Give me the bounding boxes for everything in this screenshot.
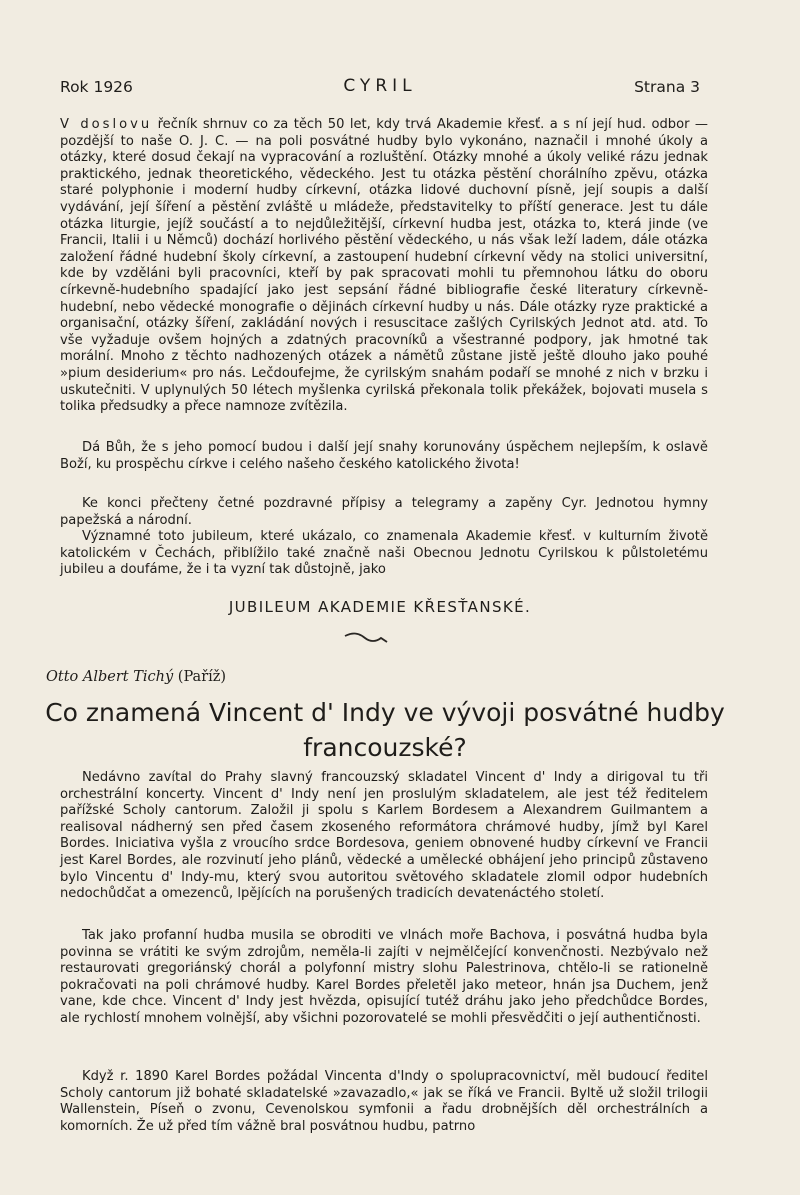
closing-report-paragraph bbox=[60, 117, 708, 416]
paragraph-text: Nedávno zavítal do Prahy slavný francouzský skladatel Vincent d' Indy a dirigoval tu tři orchestrální koncerty. Vincent d' Indy není jen proslulým skladatelem, ale jest též ředitelem pařížské Scholy cantorum. Založil ji spolu s Karlem Bordesem a Alexandrem Guilmantem a realisoval nádherný sen před časem zkoseného reformátora chrámové hudby, jímž byl Karel Bordes. Iniciativa vyšla z vroucího srdce Bordesova, geniem obnovené hudby církevní ve Francii jest Karel Bordes, ale rozvinutí jeho plánů, vědecké a umělecké obhájení jeho principů zůstaveno bylo Vincentu d' Indy-mu, který svou autoritou světového skladatele zlomil odpor hudebních nedochůdčat a omezenců, lpějících na porušených tradicích devatenáctého století. bbox=[60, 770, 708, 902]
paragraph-text: Tak jako profanní hudba musila se obroditi ve vlnách moře Bachova, i posvátná hudba byla povinna se vrátiti ke svým zdrojům, neměla-li zajíti v nejmělčející konvenčnosti. Nezbývalo než restaurovati gregoriánský chorál a polyfonní mistry slohu Palestrinova, chtělo-li se rationelně pokračovati na poli chrámové hudby. Karel Bordes přeletěl jako meteor, hnán jsa Duchem, jenž vane, kde chce. Vincent d' Indy jest hvězda, opisující tutéž dráhu jako jeho předchůdce Bordes, ale rychlostí mnohem volnější, aby všichni pozorovatelé se mohli přesvědčiti o její authentičnosti. bbox=[60, 928, 708, 1026]
jubilee-heading: JUBILEUM AKADEMIE KŘESŤANSKÉ. bbox=[228, 598, 532, 616]
article-title-line: Co znamená Vincent d' Indy ve vývoji posvátné hudby bbox=[45, 698, 725, 727]
running-header bbox=[60, 76, 700, 102]
intro-word: V doslovu bbox=[60, 117, 153, 132]
article-title-line: francouzské? bbox=[303, 733, 467, 762]
journal-title: CYRIL bbox=[343, 76, 417, 96]
article-title bbox=[30, 695, 740, 765]
article-byline bbox=[46, 669, 226, 685]
closing-notes bbox=[60, 496, 708, 579]
header-year: Rok 1926 bbox=[60, 78, 133, 96]
paragraph-text: Dá Bůh, že s jeho pomocí budou i další její snahy korunovány úspěchem nejlepším, k oslavě Boží, ku prospěchu církve i celého našeho českého katolického života! bbox=[60, 440, 708, 472]
header-page-number: Strana 3 bbox=[634, 78, 700, 96]
paragraph-text: Ke konci přečteny četné pozdravné přípisy a telegramy a zapěny Cyr. Jednotou hymny papežská a národní. bbox=[60, 496, 708, 528]
paragraph-text: Významné toto jubileum, které ukázalo, co znamenala Akademie křesť. v kulturním životě katolickém v Čechách, přiblížilo také značně naši Obecnou Jednotu Cyrilskou k půlstoletému jubileu a doufáme, že i ta vyzní tak důstojně, jako bbox=[60, 529, 708, 578]
paragraph-text: řečník shrnuv co za těch 50 let, kdy trvá Akademie křesť. a s ní její hud. odbor — pozdější to naše O. J. C. — na poli posvátné hudby bylo vykonáno, naznačil i mnohé úkoly a otázky, které dosud čekají na vypracování a rozluštění. Otázky mnohé a úkoly veliké rázu jednak praktického, jednak theoretického, vědeckého. Jest tu otázka pěstění chorálního zpěvu, otázka staré polyphonie i moderní hudby církevní, otázka lidové duchovní písně, její soupis a další vydávání, její šíření a pěstění zvláště u mládeže, představitelky to příští generace. Jest tu dále otázka liturgie, jejíž součástí a to nejdůležitější, církevní hudba jest, otázka to, která jinde (ve Francii, Italii i u Němců) dochází horlivého pěstění vědeckého, u nás však leží ladem, dále otázka založení řádné hudební školy církevní, a zastoupení hudební církevní vědy na stolici universitní, kde by vzděláni byli pracovníci, kteří by pak spracovati mohli tu přemnohou látku do oboru církevně-hudebního spadající jako jest sepsání řádné bibliografie české literatury církevně-hudební, nebo vědecké monografie o dějinách církevní hudby u nás. Dále otázky ryze praktické a organisační, otázky šíření, zakládání nových i resuscitace zašlých Cyrilských Jednot atd. atd. To vše vyžaduje ovšem hojných a zdatných pracovníků a všestranné podpory, jak hmotné tak morální. Mnoho z těchto nadhozených otázek a námětů zůstane jistě ještě dlouho jako pouhé »pium desiderium« pro nás. Lečdoufejme, že cyrilským snahám podaří se mnohé z nich v brzku i uskutečniti. V uplynulých 50 létech myšlenka cyrilská překonala tolik překážek, bojovati musela s tolika předsudky a přece namnoze zvítězila. bbox=[60, 117, 708, 415]
ornament-divider bbox=[343, 630, 389, 646]
author-name: Otto Albert Tichý bbox=[46, 669, 174, 685]
author-location: (Paříž) bbox=[177, 669, 227, 685]
article-paragraph bbox=[60, 1069, 708, 1135]
article-paragraph bbox=[60, 770, 708, 903]
closing-wish-paragraph bbox=[60, 440, 708, 473]
article-paragraph bbox=[60, 928, 708, 1028]
paragraph-text: Když r. 1890 Karel Bordes požádal Vincenta d'Indy o spolupracovnictví, měl budoucí ředitel Scholy cantorum již bohaté skladatelské »zavazadlo,« jak se říká ve Francii. Byltě už složil trilogii Wallenstein, Píseň o zvonu, Cevenolskou symfonii a řadu drobnějších děl orchestrálních a komorních. Že už před tím vážně bral posvátnou hudbu, patrno bbox=[60, 1069, 708, 1134]
